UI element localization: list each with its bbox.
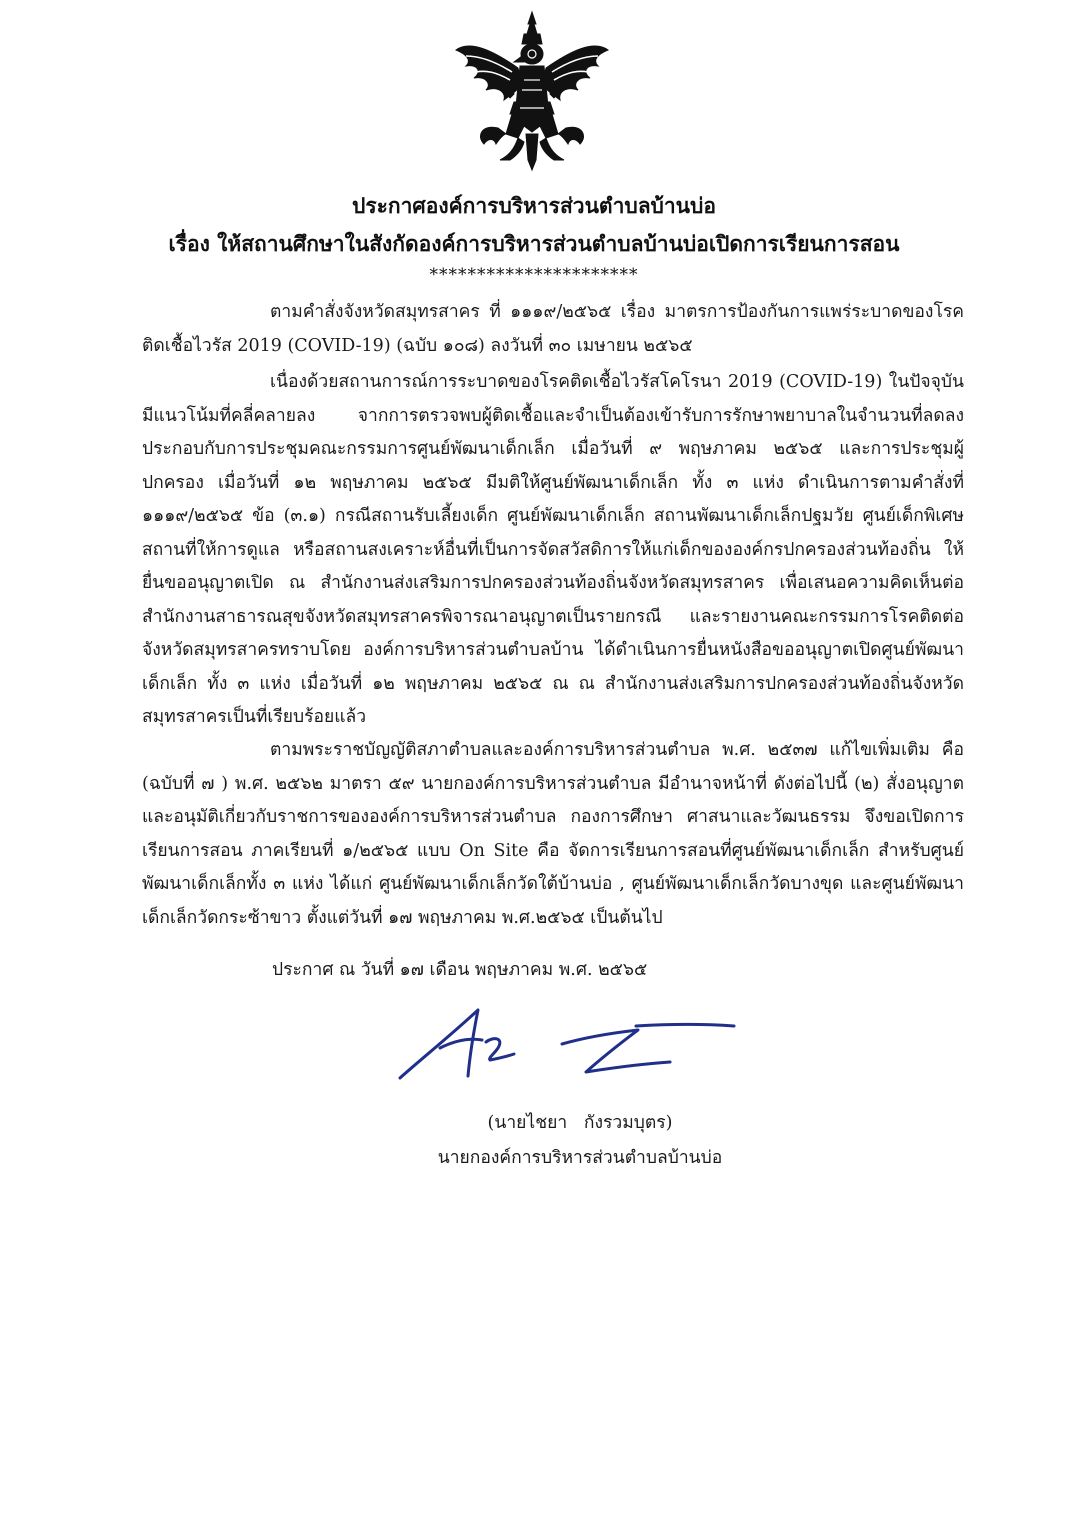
paragraph-text: เนื่องด้วยสถานการณ์การระบาดของโรคติดเชื้อไวรัสโคโรนา 2019 (COVID-19) ในปัจจุบันมีแนวโน้มที่คลี่คลายลง จากการตรวจพบผู้ติดเชื้อและจำเป็นต้องเข้ารับการรักษาพยาบาลในจำนวนที่ลดลง ประกอบกับการประชุมคณะกรรมการศูนย์พัฒนาเด็กเล็ก เมื่อวันที่ ๙ พฤษภาคม ๒๕๖๕ และการประชุมผู้ปกครอง เมื่อวันที่ ๑๒ พฤษภาคม ๒๕๖๕ มีมติให้ศูนย์พัฒนาเด็กเล็ก ทั้ง ๓ แห่ง ดำเนินการตามคำสั่งที่ ๑๑๑๙/๒๕๖๕ ข้อ (๓.๑) กรณีสถานรับเลี้ยงเด็ก ศูนย์พัฒนาเด็กเล็ก สถานพัฒนาเด็กเล็กปฐมวัย ศูนย์เด็กพิเศษ สถานที่ให้การดูแล หรือสถานสงเคราะห์อื่นที่เป็นการจัดสวัสดิการให้แก่เด็กขององค์กรปกครองส่วนท้องถิ่น ให้ยื่นขออนุญาตเปิด ณ สำนักงานส่งเสริมการปกครองส่วนท้องถิ่นจังหวัดสมุทรสาคร เพื่อเสนอความคิดเห็นต่อสำนักงานสาธารณสุขจังหวัดสมุทรสาครพิจารณาอนุญาตเป็นรายกรณี และรายงานคณะกรรมการโรคติดต่อ จังหวัดสมุทรสาครทราบโดย องค์การบริหารส่วนตำบลบ้าน ได้ดำเนินการยื่นหนังสือขออนุญาตเปิดศูนย์พัฒนาเด็กเล็ก ทั้ง ๓ แห่ง เมื่อวันที่ ๑๒ พฤษภาคม ๒๕๖๕ ณ ณ สำนักงานส่งเสริมการปกครองส่วนท้องถิ่นจังหวัดสมุทรสาครเป็นที่เรียบร้อยแล้ว [142, 372, 964, 727]
signer-position: นายกองค์การบริหารส่วนตำบลบ้านบ่อ [437, 1148, 723, 1168]
paragraph-situation [142, 366, 964, 735]
garuda-emblem-icon [452, 10, 612, 174]
paragraph-authority [142, 734, 964, 935]
announcement-date: ประกาศ ณ วันที่ ๑๗ เดือน พฤษภาคม พ.ศ. ๒๕๖๕ [272, 960, 648, 980]
paragraph-text: ตามคำสั่งจังหวัดสมุทรสาคร ที่ ๑๑๑๙/๒๕๖๕ เรื่อง มาตรการป้องกันการแพร่ระบาดของโรคติดเชื้อไวรัส 2019 (COVID-19) (ฉบับ ๑๐๘) ลงวันที่ ๓๐ เมษายน ๒๕๖๕ [142, 302, 964, 356]
signer-name: (นายไชยา กังรวมบุตร) [487, 1113, 673, 1133]
paragraph-reference-order [142, 296, 964, 363]
handwritten-signature-icon [390, 1000, 750, 1090]
separator-stars: ********************** [429, 265, 639, 285]
document-subject: เรื่อง ให้สถานศึกษาในสังกัดองค์การบริหารส่วนตำบลบ้านบ่อเปิดการเรียนการสอน [168, 231, 900, 256]
document-title: ประกาศองค์การบริหารส่วนตำบลบ้านบ่อ [352, 193, 716, 218]
paragraph-text: ตามพระราชบัญญัติสภาตำบลและองค์การบริหารส่วนตำบล พ.ศ. ๒๕๓๗ แก้ไขเพิ่มเติม คือ (ฉบับที่ ๗ ) พ.ศ. ๒๕๖๒ มาตรา ๕๙ นายกองค์การบริหารส่วนตำบล มีอำนาจหน้าที่ ดังต่อไปนี้ (๒) สั่งอนุญาตและอนุมัติเกี่ยวกับราชการขององค์การบริหารส่วนตำบล กองการศึกษา ศาสนาและวัฒนธรรม จึงขอเปิดการเรียนการสอน ภาคเรียนที่ ๑/๒๕๖๕ แบบ On Site คือ จัดการเรียนการสอนที่ศูนย์พัฒนาเด็กเล็ก สำหรับศูนย์พัฒนาเด็กเล็กทั้ง ๓ แห่ง ได้แก่ ศูนย์พัฒนาเด็กเล็กวัดใต้บ้านบ่อ , ศูนย์พัฒนาเด็กเล็กวัดบางขุด และศูนย์พัฒนาเด็กเล็กวัดกระซ้าขาว ตั้งแต่วันที่ ๑๗ พฤษภาคม พ.ศ.๒๕๖๕ เป็นต้นไป [142, 740, 964, 928]
